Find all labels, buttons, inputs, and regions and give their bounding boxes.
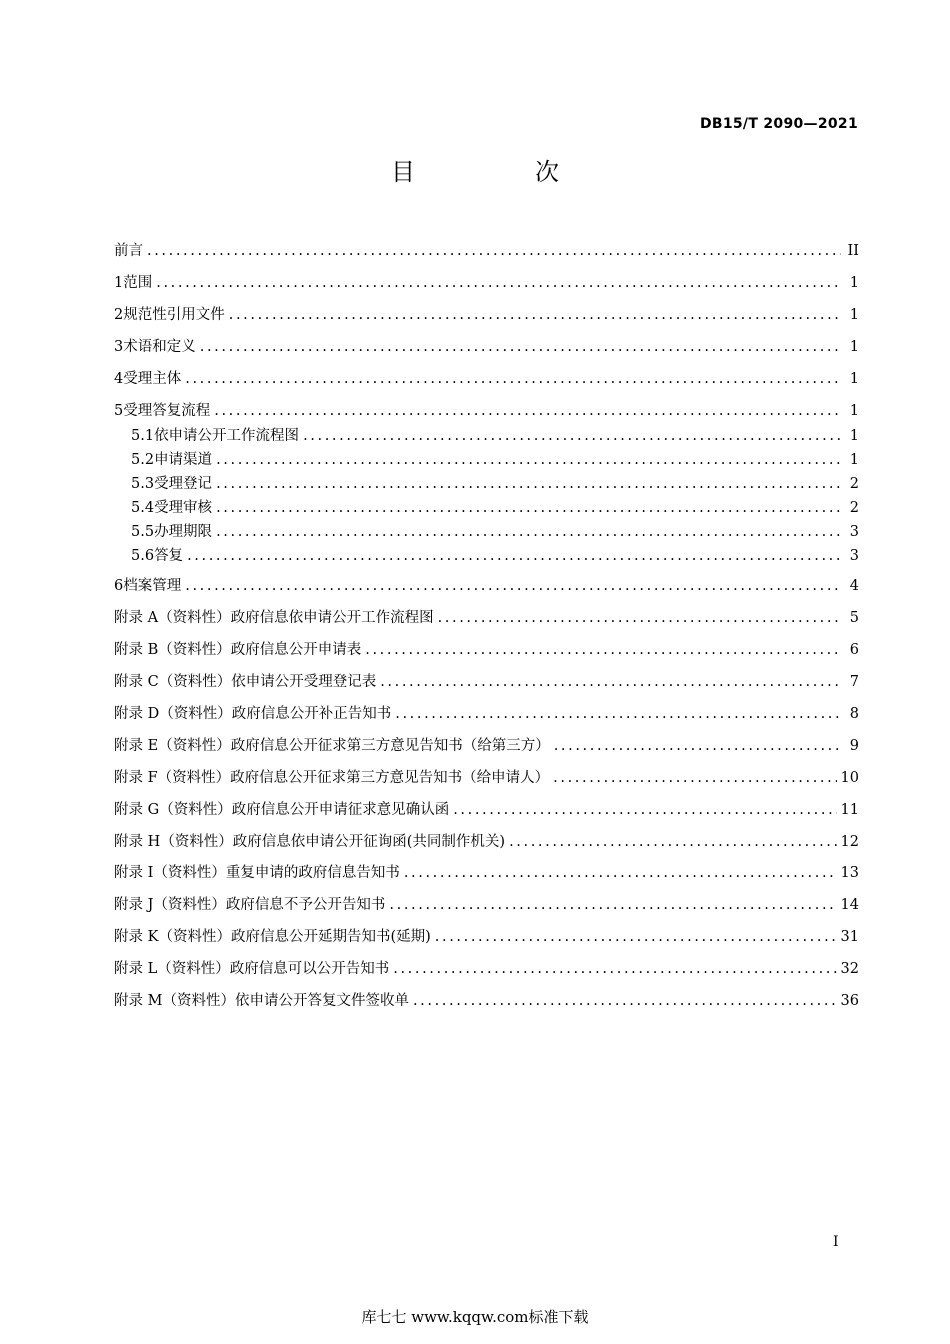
- toc-number: 1: [114, 275, 124, 291]
- toc-page: 4: [849, 578, 859, 594]
- toc-label: 依申请公开受理登记表: [231, 674, 377, 690]
- toc-page: 2: [849, 500, 859, 516]
- toc-entry-5-3[interactable]: [131, 473, 859, 495]
- toc-appendix-h[interactable]: [114, 831, 859, 853]
- toc-appendix-d[interactable]: [114, 703, 859, 725]
- toc-page: 14: [840, 897, 859, 913]
- toc-number: 5.6: [131, 548, 155, 564]
- toc-appendix-number: 附录 F（资料性）: [114, 770, 231, 786]
- toc-label: 答复: [154, 548, 184, 564]
- toc-page: II: [847, 243, 859, 259]
- toc-appendix-number: 附录 B（资料性）: [114, 642, 231, 658]
- toc-entry-5-6[interactable]: [131, 545, 859, 567]
- toc-page: 8: [849, 706, 859, 722]
- toc-label: 政府信息公开征求第三方意见告知书（给第三方）: [230, 738, 550, 754]
- toc-label: 范围: [123, 275, 153, 291]
- toc-appendix-g[interactable]: [114, 799, 859, 821]
- toc-page: 1: [849, 275, 859, 291]
- toc-page: 36: [840, 993, 859, 1009]
- toc-number: 2: [114, 307, 124, 323]
- page-number: I: [833, 1234, 839, 1250]
- toc-label: 受理登记: [154, 476, 213, 492]
- toc-page: 1: [849, 428, 859, 444]
- page-title: 目 次: [391, 158, 607, 186]
- toc-appendix-f[interactable]: [114, 767, 859, 789]
- toc-entry-2[interactable]: [114, 304, 859, 326]
- toc-label: 政府信息公开申请征求意见确认函: [231, 802, 450, 818]
- toc-number: 6: [114, 578, 124, 594]
- toc-number: 5.4: [131, 500, 155, 516]
- toc-label: 政府信息可以公开告知书: [229, 961, 390, 977]
- toc-page: 5: [849, 610, 859, 626]
- toc-label: 政府信息公开申请表: [230, 642, 362, 658]
- toc-appendix-k[interactable]: [114, 926, 859, 948]
- toc-entry-3[interactable]: [114, 336, 859, 358]
- toc-appendix-number: 附录 L（资料性）: [114, 961, 230, 977]
- toc-label: 受理审核: [154, 500, 213, 516]
- toc-label: 依申请公开答复文件签收单: [234, 993, 409, 1009]
- toc-label: 受理主体: [123, 371, 182, 387]
- toc-entry-1[interactable]: [114, 272, 859, 294]
- toc-number: 5.2: [131, 452, 155, 468]
- toc-appendix-b[interactable]: [114, 639, 859, 661]
- toc-appendix-number: 附录 A（资料性）: [114, 610, 231, 626]
- toc-label: 档案管理: [123, 578, 182, 594]
- toc-label: 办理期限: [154, 524, 213, 540]
- toc-label: 政府信息不予公开告知书: [225, 897, 386, 913]
- toc-page: 12: [840, 834, 859, 850]
- toc-appendix-c[interactable]: [114, 671, 859, 693]
- toc-label: 术语和定义: [123, 339, 196, 355]
- toc-appendix-number: 附录 C（资料性）: [114, 674, 232, 690]
- toc-appendix-number: 附录 E（资料性）: [114, 738, 231, 754]
- toc-label: 受理答复流程: [123, 403, 211, 419]
- toc-page: 7: [849, 674, 859, 690]
- toc-entry-4[interactable]: [114, 368, 859, 390]
- toc-label: 规范性引用文件: [123, 307, 225, 323]
- toc-page: 2: [849, 476, 859, 492]
- toc-appendix-number: 附录 M（资料性）: [114, 993, 235, 1009]
- toc-page: 3: [849, 524, 859, 540]
- toc-entry-5[interactable]: [114, 400, 859, 422]
- toc-appendix-number: 附录 J（资料性）: [114, 897, 226, 913]
- toc-page: 9: [849, 738, 859, 754]
- toc-appendix-e[interactable]: [114, 735, 859, 757]
- toc-page: 1: [849, 403, 859, 419]
- toc-page: 1: [849, 307, 859, 323]
- toc-label: 政府信息依申请公开工作流程图: [230, 610, 434, 626]
- toc-number: 5.3: [131, 476, 155, 492]
- toc-appendix-l[interactable]: [114, 958, 859, 980]
- toc-label: 重复申请的政府信息告知书: [225, 865, 400, 881]
- toc-page: 1: [849, 452, 859, 468]
- toc-appendix-number: 附录 D（资料性）: [114, 706, 232, 722]
- toc-appendix-i[interactable]: [114, 862, 859, 884]
- toc-number: 5.1: [131, 428, 155, 444]
- toc-page: 13: [840, 865, 859, 881]
- toc-label: 政府信息公开补正告知书: [231, 706, 392, 722]
- toc-page: 32: [840, 961, 859, 977]
- toc-entry-foreword[interactable]: [114, 240, 859, 262]
- toc-page: 11: [840, 802, 859, 818]
- toc-appendix-number: 附录 G（资料性）: [114, 802, 232, 818]
- toc-entry-5-1[interactable]: [131, 425, 859, 447]
- toc-page: 10: [840, 770, 859, 786]
- toc-label: 依申请公开工作流程图: [154, 428, 300, 444]
- toc-page: 1: [849, 371, 859, 387]
- toc-entry-5-2[interactable]: [131, 449, 859, 471]
- toc-label: 政府信息公开延期告知书(延期): [230, 929, 431, 945]
- toc-page: 3: [849, 548, 859, 564]
- toc-number: 3: [114, 339, 124, 355]
- toc-appendix-number: 附录 I（资料性）: [114, 865, 226, 881]
- toc-appendix-number: 附录 H（资料性）: [114, 834, 233, 850]
- toc-appendix-j[interactable]: [114, 894, 859, 916]
- watermark: 库七七 www.kqqw.com标准下载: [361, 1308, 589, 1326]
- toc-appendix-a[interactable]: [114, 607, 859, 629]
- toc-appendix-number: 附录 K（资料性）: [114, 929, 231, 945]
- toc-entry-5-4[interactable]: [131, 497, 859, 519]
- toc-label: 前言: [114, 243, 143, 259]
- toc-entry-6[interactable]: [114, 575, 859, 597]
- toc-number: 5: [114, 403, 124, 419]
- toc-page: 31: [840, 929, 859, 945]
- toc-appendix-m[interactable]: [114, 990, 859, 1012]
- toc-label: 政府信息公开征求第三方意见告知书（给申请人）: [230, 770, 550, 786]
- toc-number: 5.5: [131, 524, 155, 540]
- toc-page: 6: [849, 642, 859, 658]
- toc-number: 4: [114, 371, 124, 387]
- standard-code: DB15/T 2090—2021: [699, 116, 858, 132]
- toc-label: 政府信息依申请公开征询函(共同制作机关): [232, 834, 506, 850]
- toc-page: 1: [849, 339, 859, 355]
- toc-entry-5-5[interactable]: [131, 521, 859, 543]
- toc-label: 申请渠道: [154, 452, 213, 468]
